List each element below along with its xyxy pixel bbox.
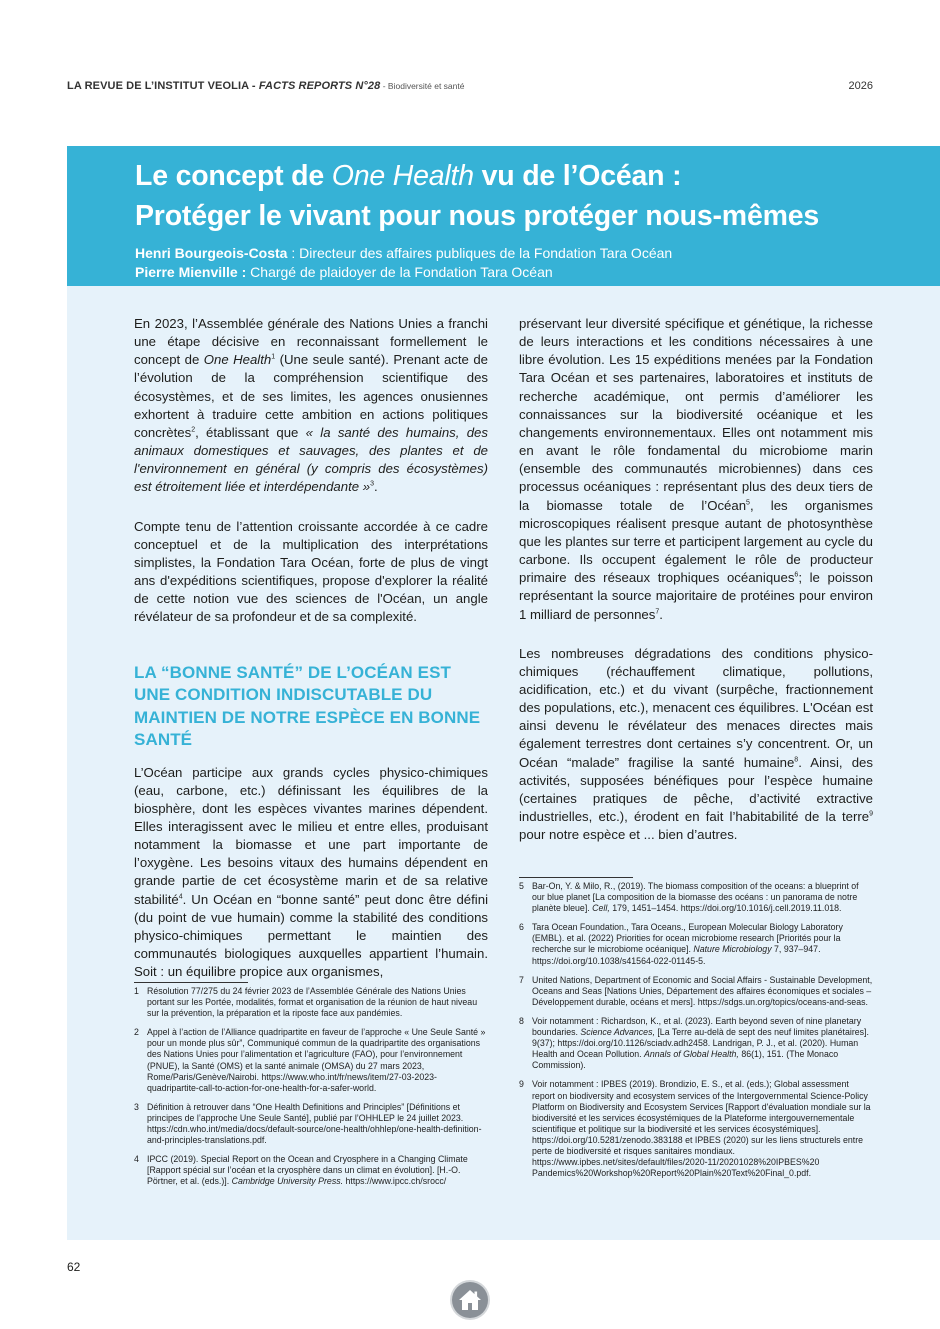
home-button[interactable] — [452, 1282, 488, 1318]
footnotes-right — [519, 881, 873, 1187]
footnote-6: 6 Tara Ocean Foundation., Tara Oceans., European Molecular Biology Laboratory (EMBL). et al. (2022) Priorities for ocean microbiome research [Priorités pour la recherche sur le microbiome océanique]. Nature Microbiology 7, 937–947. https://doi.org/10.1038/s41564-022-01145-5. — [519, 922, 843, 966]
footnote-5: 5 Bar-On, Y. & Milo, R., (2019). The biomass composition of the oceans: a blueprint of our blue planet [La composition de la biomasse des océans : un panorama de notre planète bleue]. Cell, 179, 1451–1454. https://doi.org/10.1016/j.cell.2019.11.018. — [519, 881, 859, 914]
footnote-rule-right — [519, 877, 633, 878]
article-title: Le concept de One Health vu de l’Océan : Protéger le vivant pour nous protéger nous-mêmes — [135, 160, 820, 232]
footnote-2: 2 Appel à l’action de l’Alliance quadripartite en faveur de l’approche « Une Seule Santé » pour un monde plus sûr”, Communiqué commun de la quadripartite des organisations des Nations Unies pour l’alimentation et l’agriculture (FAO), pour l’environnement (PNUE), la Santé (OMS) et la santé animale (OMSA) du 27 mars 2023, Rome/Paris/Genève/Nairobi. https://www.who.int/fr/news/item/27-03-2023-quadripartite-call-to-action-for-one-health-for-a-safer-world. — [134, 1027, 486, 1093]
header-year: 2026 — [848, 80, 873, 92]
publication-line — [67, 80, 464, 92]
paragraph-context: Compte tenu de l’attention croissante accordée à ce cadre conceptuel et de la multiplication des interprétations simplistes, la Fondation Tara Océan, forte de plus de vingt ans d'expéditions scientifiques, propose d'explorer la réalité de cette notion vue des sciences de l'Océan, un angle révélateur de sa profondeur et de sa complexité. — [134, 518, 488, 625]
footnote-3: 3 Définition à retrouver dans “One Health Definitions and Principles” [Définitions et principes de l’approche Une Seule Santé], publié par l’OHHLEP le 24 juillet 2023. https://cdn.who.int/media/docs/default-source/one-health/ohhlep/one-health-definition-and-principles-translations.pdf. — [134, 1101, 482, 1146]
footnote-8: 8 Voir notamment : Richardson, K., et al. (2023). Earth beyond seven of nine planetary boundaries. Science Advances, [La Terre au-delà de sept des neuf limites planétaires]. 9(37); https://doi.org/10.1126/sciadv.adh2458. Landrigan, P. J., et al. (2020). Human Health and Ocean Pollution. Annals of Global Health, 86(1), 151. (The Monaco Commission). — [519, 1015, 869, 1071]
authors — [135, 244, 672, 282]
title-band — [67, 146, 940, 286]
footnotes-left — [134, 986, 488, 1196]
paragraph-biodiversity: préservant leur diversité spécifique et génétique, la richesse de leurs interactions et les conditions nécessaires à une libre évolution. Les 15 expéditions menées par la Fondation Tara Océan et ses partenaires, laboratoires et instituts de recherche académique, ont permis d’améliorer les connaissances sur la biodiversité océanique et les changements environnementaux. Elles ont notamment mis en avant le rôle fondamental du microbiome marin (ensemble des communautés microbiennes) dans ces processus océaniques : représentant plus des deux tiers de la biomasse totale de l’Océan$^5$, les organismes microscopiques réalisent presque autant de photosynthèse que les plantes sur terre et participent largement au cycle du carbone. Ils occupent également le rôle de producteur primaire des réseaux trophiques océaniques$^6$; le poisson représentant la source majoritaire de protéines pour environ 1 milliard de personnes$^7$. — [519, 316, 873, 622]
left-column — [134, 315, 488, 981]
section-heading: LA “BONNE SANTÉ” DE L’OCÉAN EST UNE CONDITION INDISCUTABLE DU MAINTIEN DE NOTRE ESPÈCE EN BONNE SANTÉ — [134, 662, 481, 749]
publication-name: LA REVUE DE L’INSTITUT VEOLIA - FACTS REPORTS N°28 — [67, 80, 381, 92]
author-1: Henri Bourgeois-Costa : Directeur des affaires publiques de la Fondation Tara Océan — [135, 245, 673, 261]
right-column — [519, 315, 873, 844]
home-icon — [458, 1289, 482, 1311]
page-number: 62 — [67, 1260, 81, 1274]
paragraph-ocean-health: L’Océan participe aux grands cycles physico-chimiques (eau, carbone, etc.) définissant les équilibres de la biosphère, dont les espèces vivantes marines dépendent. Elles interagissent avec le milieu et entre elles, produisant notamment la biomasse et une part importante de l’oxygène. Les besoins vitaux des humains dépendent en grande partie de cet écosystème marin et de sa relative stabilité$^4$. Un Océan en “bonne santé” peut donc être défini (du point de vue humain) comme la stabilité des conditions physico-chimiques permettant le maintien des communautés biologiques auxquelles appartient l’humain. Soit : un équilibre propice aux organismes, — [134, 764, 488, 980]
footnote-7: 7 United Nations, Department of Economic and Social Affairs - Sustainable Development, Oceans and Seas [Nations Unies, Département des affaires économiques et sociales – Développement durable, océans et mers]. https://sdgs.un.org/topics/oceans-and-seas. — [519, 974, 873, 1007]
author-2: Pierre Mienville : Chargé de plaidoyer de la Fondation Tara Océan — [135, 264, 553, 280]
footnote-rule-left — [134, 982, 248, 983]
footnote-9: 9 Voir notamment : IPBES (2019). Brondizio, E. S., et al. (eds.); Global assessment report on biodiversity and ecosystem services of the Intergovernmental Science-Policy Platform on Biodiversity and Ecosystem Services [Rapport d'évaluation mondiale sur la biodiversité et les services écosystémiques de la Plateforme intergouvernementale scientifique et politique sur la biodiversité et les services écosystémiques]. https://doi.org/10.5281/zenodo.383188 et IPBES (2020) sur les liens structurels entre perte de biodiversité et risques sanitaires mondiaux. https://www.ipbes.net/sites/default/files/2020-11/20201028%20IPBES%20 Pandemics%20Workshop%20Report%20Plain%20Text%20Final_0.pdf. — [519, 1079, 871, 1179]
paragraph-degradation: Les nombreuses dégradations des conditions physico-chimiques (réchauffement climatique, pollutions, acidification, etc.) et du vivant (surpêche, fractionnement des populations, etc.), menacent ces équilibres. L'Océan est ainsi devenu le révélateur des menaces directes mais également terrestres dont certaines s’y concentrent. Or, un Océan “malade” fragilise la santé humaine$^8$. Ainsi, des activités, supposées bénéfiques pour l’espèce humaine (certaines pratiques de pêche, d’activité extractive industrielles, etc.), érodent en fait l’habitabilité de la terre$^9$ pour notre espèce et ... bien d’autres. — [519, 645, 873, 843]
footnote-4: 4 IPCC (2019). Special Report on the Ocean and Cryosphere in a Changing Climate [Rapport spécial sur l’océan et la cryosphère dans un climat en évolution]. [H.-O. Pörtner, et al. (eds.)]. Cambridge University Press. https://www.ipcc.ch/srocc/ — [134, 1154, 468, 1187]
section-name: - Biodiversité et santé — [380, 81, 465, 91]
footnote-1: 1 Résolution 77/275 du 24 février 2023 de l’Assemblée Générale des Nations Unies portant sur les Portée, modalités, format et organisation de la réunion de haut niveau sur la prévention, la préparation et la riposte face aux pandémies. — [134, 986, 478, 1019]
paragraph-intro: En 2023, l’Assemblée générale des Nations Unies a franchi une étape décisive en reconnaissant formellement le concept de One Health$^1$ (Une seule santé). Prenant acte de l’évolution de la compréhension scientifique des écosystèmes, et de ses limites, les agences onusiennes exhortent à traduire cette ambition en actions politiques concrètes$^2$, établissant que « la santé des humains, des animaux domestiques et sauvages, des plantes et de l'environnement en général (y compris des écosystèmes) est étroitement liée et interdépendante »$^3$. — [134, 316, 489, 495]
